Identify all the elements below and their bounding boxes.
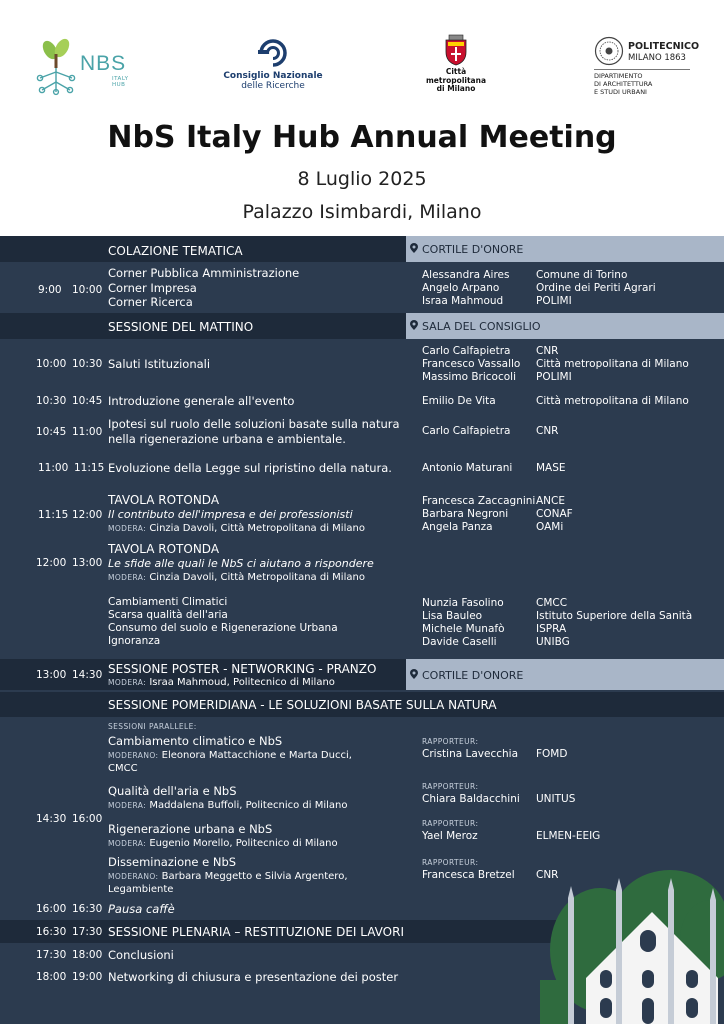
time-start: 17:30 (36, 949, 67, 961)
moderator-name: Eugenio Morello, Politecnico di Milano (149, 837, 338, 849)
location-label: SALA DEL CONSIGLIO (422, 320, 541, 333)
speaker-name: Angelo Arpano (422, 282, 500, 294)
rapporteur-name: Chiara Baldacchini (422, 793, 520, 805)
event-venue: Palazzo Isimbardi, Milano (242, 201, 482, 223)
roundtable-subtitle: Il contributo dell'impresa e dei professionisti (108, 507, 353, 521)
speaker-name: Barbara Negroni (422, 508, 509, 520)
time-start: 9:00 (38, 284, 62, 296)
session-title: SESSIONE PLENARIA – RESTITUZIONE DEI LAVORI (108, 925, 404, 939)
polimi-divider (594, 69, 690, 70)
agenda-item: Evoluzione della Legge sul ripristino della natura. (108, 461, 392, 475)
time-end: 16:30 (72, 903, 103, 915)
time-start: 11:00 (38, 462, 69, 474)
rapporteur-org: ELMEN-EEIG (536, 830, 601, 842)
speaker-org: POLIMI (536, 371, 572, 383)
moderator-label: MODERA: (108, 524, 147, 533)
speaker-orgs (536, 495, 573, 534)
parallel-session (108, 855, 348, 896)
speaker-name: Emilio De Vita (422, 395, 496, 407)
header (0, 0, 724, 236)
parallel-session-title: Rigenerazione urbana e NbS (108, 822, 273, 836)
time-end: 14:30 (72, 669, 103, 681)
speaker-org: Città metropolitana di Milano (536, 358, 689, 370)
moderator-name: Cinzia Davoli, Città Metropolitana di Milano (149, 523, 365, 534)
citta-logo-line3: di Milano (436, 84, 476, 93)
session-title: COLAZIONE TEMATICA (108, 244, 243, 258)
palazzo-illustration (540, 870, 724, 1024)
topic-item: Scarsa qualità dell'aria (108, 609, 228, 621)
cnr-logo (218, 38, 328, 98)
time-end: 10:00 (72, 284, 103, 296)
polimi-line1: POLITECNICO (628, 41, 700, 52)
tree-network-icon (34, 36, 78, 96)
speaker-names (422, 495, 535, 534)
parallel-sessions-label: SESSIONI PARALLELE: (108, 722, 197, 731)
rapporteur-label: RAPPORTEUR: (422, 819, 479, 828)
rapporteur-label: RAPPORTEUR: (422, 858, 479, 867)
speaker-name: Francesco Vassallo (422, 358, 521, 370)
time-start: 11:15 (38, 509, 69, 521)
speaker-org: OAMi (536, 521, 564, 533)
moderator-label: MODERA: (108, 800, 147, 810)
time-start: 10:45 (36, 426, 67, 438)
speaker-org: Istituto Superiore della Sanità (536, 610, 693, 622)
moderator-line (108, 837, 338, 850)
time-end: 16:00 (72, 813, 103, 825)
polimi-dept3: E STUDI URBANI (594, 88, 647, 96)
time-start: 16:30 (36, 926, 67, 938)
speaker-name: Davide Caselli (422, 636, 497, 648)
rapporteur-name: Cristina Lavecchia (422, 748, 519, 760)
speaker-orgs (536, 597, 692, 649)
speaker-name: Carlo Calfapietra (422, 425, 511, 437)
time-start: 18:00 (36, 971, 67, 983)
speaker-org: CNR (536, 345, 559, 357)
parallel-session (108, 784, 348, 812)
speaker-org: Ordine dei Periti Agrari (536, 282, 656, 294)
moderator-label: MODERA: (108, 678, 147, 687)
speaker-org: CMCC (536, 597, 568, 609)
agenda-item (108, 417, 400, 446)
speaker-name: Antonio Maturani (422, 462, 513, 474)
topic-list (108, 596, 338, 648)
citta-metropolitana-logo (416, 34, 496, 100)
speaker-org: MASE (536, 462, 566, 474)
time-end: 13:00 (72, 557, 103, 569)
topic-item: Cambiamenti Climatici (108, 596, 228, 608)
rapporteur-label: RAPPORTEUR: (422, 782, 479, 791)
speaker-org: POLIMI (536, 295, 572, 307)
cnr-emblem-icon (258, 38, 288, 68)
nbs-logo-subtext: ITALY HUB (112, 76, 129, 88)
speaker-org: CONAF (536, 508, 573, 520)
time-start: 13:00 (36, 669, 67, 681)
corner-list (108, 266, 299, 310)
polimi-seal-icon (594, 36, 624, 66)
moderator-label: MODERA: (108, 838, 147, 848)
speaker-org: ANCE (536, 495, 566, 507)
time-end: 10:45 (72, 395, 103, 407)
corner-item: Corner Pubblica Amministrazione (108, 266, 300, 280)
moderator-label: MODERANO: (108, 750, 159, 760)
time-start: 16:00 (36, 903, 67, 915)
topic-item: Ignoranza (108, 635, 161, 647)
speaker-orgs (536, 345, 689, 384)
moderator-name: Cinzia Davoli, Città Metropolitana di Milano (149, 572, 365, 583)
time-end: 17:30 (72, 926, 103, 938)
session-band-pomeridiana (0, 692, 724, 717)
location-sala-consiglio (406, 313, 724, 339)
speaker-name: Nunzia Fasolino (422, 597, 504, 609)
moderator-org: Legambiente (108, 883, 174, 895)
corner-item: Corner Ricerca (108, 295, 193, 309)
corner-item: Corner Impresa (108, 280, 197, 295)
cnr-logo-line2: delle Ricerche (241, 81, 305, 91)
moderator-name: Barbara Meggetto e Silvia Argentero, (161, 870, 348, 882)
agenda-item-line: Ipotesi sul ruolo delle soluzioni basate sulla natura (108, 417, 400, 431)
location-pin-icon (410, 669, 418, 679)
parallel-session-title: Cambiamento climatico e NbS (108, 734, 283, 748)
roundtable-subtitle: Le sfide alle quali le NbS ci aiutano a rispondere (108, 556, 374, 570)
time-start: 14:30 (36, 813, 67, 825)
speaker-names (422, 269, 509, 308)
page-title: NbS Italy Hub Annual Meeting (107, 120, 617, 155)
time-start: 10:00 (36, 358, 67, 370)
speaker-name: Lisa Bauleo (422, 610, 483, 622)
nbs-logo (34, 36, 144, 96)
moderator-line (108, 749, 352, 762)
agenda-item-line: nella rigenerazione urbana e ambientale. (108, 431, 346, 446)
speaker-names (422, 345, 520, 384)
coat-of-arms-icon (443, 34, 469, 66)
moderator-name: Maddalena Buffoli, Politecnico di Milano (149, 799, 348, 811)
location-cortile-onore (406, 236, 724, 262)
speaker-name: Massimo Bricocoli (422, 371, 517, 383)
speaker-name: Michele Munafò (422, 623, 505, 635)
moderator-label: MODERA: (108, 573, 147, 582)
time-start: 10:30 (36, 395, 67, 407)
topic-item: Consumo del suolo e Rigenerazione Urbana (108, 622, 338, 634)
roundtable (108, 542, 374, 584)
polimi-dept2: DI ARCHITETTURA (594, 80, 653, 88)
time-end: 12:00 (72, 509, 103, 521)
moderator-org: CMCC (108, 762, 138, 774)
coffee-break: Pausa caffè (108, 902, 175, 916)
parallel-session-title: Disseminazione e NbS (108, 855, 237, 869)
moderator-label: MODERANO: (108, 871, 159, 881)
speaker-org: Comune di Torino (536, 269, 628, 281)
parallel-session (108, 734, 352, 775)
moderator-line (108, 799, 348, 812)
roundtable-title: TAVOLA ROTONDA (108, 542, 220, 556)
agenda-item: Networking di chiusura e presentazione dei poster (108, 970, 399, 984)
moderator-name: Israa Mahmoud, Politecnico di Milano (149, 677, 335, 688)
agenda-item: Introduzione generale all'evento (108, 394, 295, 408)
time-end: 19:00 (72, 971, 103, 983)
session-title: SESSIONE POMERIDIANA - LE SOLUZIONI BASATE SULLA NATURA (108, 698, 497, 712)
rapporteur-org: UNITUS (536, 793, 576, 805)
location-pin-icon (410, 243, 418, 253)
rapporteur-label: RAPPORTEUR: (422, 737, 479, 746)
speaker-org: ISPRA (536, 623, 567, 635)
location-label: CORTILE D'ONORE (422, 669, 524, 682)
rapporteur-org: FOMD (536, 748, 568, 760)
polimi-line2: MILANO 1863 (628, 53, 686, 63)
citta-logo-line1: Città (445, 67, 467, 76)
speaker-name: Alessandra Aires (422, 269, 510, 281)
agenda-item: Saluti Istituzionali (108, 357, 211, 371)
polimi-dept1: DIPARTIMENTO (594, 72, 643, 80)
event-date: 8 Luglio 2025 (297, 168, 427, 190)
location-pin-icon (410, 320, 418, 330)
speaker-name: Francesca Zaccagnini (422, 495, 536, 507)
speaker-orgs (536, 269, 656, 308)
time-end: 11:15 (74, 462, 105, 474)
moderator-line (108, 870, 348, 883)
roundtable (108, 493, 365, 535)
moderator-line (108, 676, 335, 689)
time-end: 11:00 (72, 426, 103, 438)
rapporteur-name: Yael Meroz (422, 830, 478, 842)
speaker-org: Città metropolitana di Milano (536, 395, 689, 407)
speaker-org: CNR (536, 425, 559, 437)
parallel-session-title: Qualità dell'aria e NbS (108, 784, 237, 798)
speaker-names (422, 597, 505, 649)
roundtable-title: TAVOLA ROTONDA (108, 493, 220, 507)
speaker-name: Angela Panza (422, 521, 493, 533)
moderator-line (108, 571, 374, 584)
time-start: 12:00 (36, 557, 67, 569)
citta-logo-line2: metropolitana (425, 75, 487, 85)
rapporteur-org: CNR (536, 869, 559, 881)
time-end: 10:30 (72, 358, 103, 370)
speaker-name: Israa Mahmoud (422, 295, 504, 307)
agenda-item: Conclusioni (108, 948, 174, 962)
location-label: CORTILE D'ONORE (422, 243, 524, 256)
session-title: SESSIONE DEL MATTINO (108, 320, 254, 334)
moderator-name: Eleonora Mattacchione e Marta Ducci, (161, 749, 352, 761)
rapporteur-name: Francesca Bretzel (422, 869, 515, 881)
cnr-logo-line1: Consiglio Nazionale (223, 71, 323, 81)
speaker-name: Carlo Calfapietra (422, 345, 511, 357)
parallel-session (108, 822, 338, 850)
polimi-logo (594, 36, 704, 100)
moderator-line (108, 522, 365, 535)
nbs-logo-text: NBS (80, 52, 127, 75)
session-title: SESSIONE POSTER - NETWORKING - PRANZO (108, 662, 377, 676)
location-cortile-onore (406, 659, 724, 690)
speaker-org: UNIBG (536, 636, 570, 648)
time-end: 18:00 (72, 949, 103, 961)
